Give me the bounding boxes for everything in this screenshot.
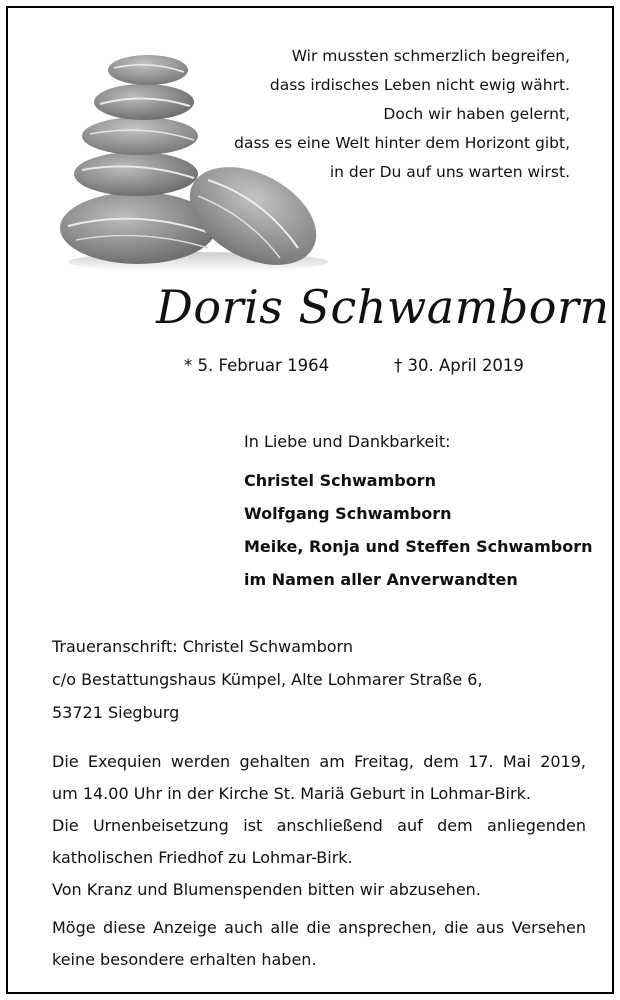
birth-date: * 5. Februar 1964 — [184, 356, 330, 375]
service-line: katholischen Friedhof zu Lohmar-Birk. — [52, 848, 353, 867]
family-intro: In Liebe und Dankbarkeit: — [244, 432, 451, 451]
poem-line: Wir mussten schmerzlich begreifen, — [291, 47, 570, 65]
death-date: † 30. April 2019 — [394, 356, 524, 375]
service-line: Die Exequien werden gehalten am Freitag, dem 17. Mai 2019, — [52, 752, 586, 771]
service-details — [52, 746, 586, 976]
closing-line: keine besondere erhalten haben. — [52, 950, 317, 969]
deceased-name: Doris Schwamborn — [156, 280, 610, 334]
obituary-notice — [6, 6, 614, 994]
closing-note — [52, 912, 586, 976]
closing-line: Möge diese Anzeige auch alle die ansprechen, die aus Versehen — [52, 918, 586, 937]
family-member: Christel Schwamborn — [244, 471, 436, 490]
mourning-address — [52, 630, 483, 729]
service-line: Die Urnenbeisetzung ist anschließend auf dem anliegenden — [52, 816, 586, 835]
memorial-poem — [234, 42, 570, 187]
family-member: Wolfgang Schwamborn — [244, 504, 452, 523]
address-line: 53721 Siegburg — [52, 703, 180, 722]
service-line: um 14.00 Uhr in der Kirche St. Mariä Geburt in Lohmar-Birk. — [52, 784, 531, 803]
family-section — [244, 430, 593, 596]
family-member: im Namen aller Anverwandten — [244, 570, 518, 589]
poem-line: in der Du auf uns warten wirst. — [329, 163, 570, 181]
poem-line: dass es eine Welt hinter dem Horizont gibt, — [234, 134, 570, 152]
poem-line: dass irdisches Leben nicht ewig währt. — [269, 76, 570, 94]
service-line: Von Kranz und Blumenspenden bitten wir abzusehen. — [52, 880, 481, 899]
address-line: c/o Bestattungshaus Kümpel, Alte Lohmarer Straße 6, — [52, 670, 483, 689]
poem-line: Doch wir haben gelernt, — [383, 105, 570, 123]
family-member: Meike, Ronja und Steffen Schwamborn — [244, 537, 593, 556]
address-line: Traueranschrift: Christel Schwamborn — [52, 637, 353, 656]
